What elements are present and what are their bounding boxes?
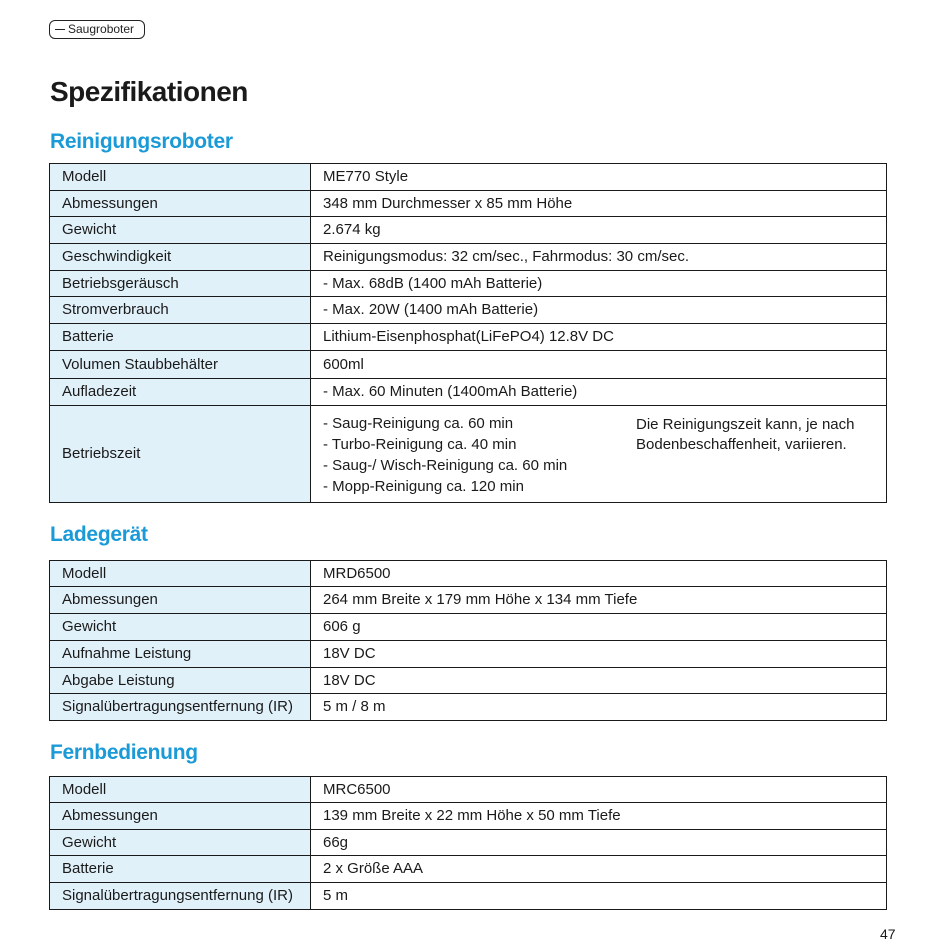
row-value: MRD6500 (311, 561, 887, 587)
row-value: ME770 Style (311, 164, 887, 191)
row-value: 348 mm Durchmesser x 85 mm Höhe (311, 191, 887, 217)
row-label: Batterie (50, 856, 311, 883)
robot-spec-table (49, 163, 887, 503)
operating-time-note: Die Reinigungszeit kann, je nach Bodenbeschaffenheit, variieren. (636, 415, 855, 453)
row-label: Gewicht (50, 830, 311, 856)
row-label: Signalübertragungsentfernung (IR) (50, 694, 311, 721)
table-row (50, 191, 887, 217)
table-row (50, 164, 887, 191)
page-number: 47 (880, 926, 896, 942)
row-value: 18V DC (311, 641, 887, 668)
table-row (50, 883, 887, 910)
row-value: 139 mm Breite x 22 mm Höhe x 50 mm Tiefe (311, 803, 887, 830)
list-item: - Saug-Reinigung ca. 60 min (323, 414, 514, 432)
list-item: - Turbo-Reinigung ca. 40 min (323, 435, 517, 453)
operating-time-content (323, 407, 886, 502)
list-item: - Saug-/ Wisch-Reinigung ca. 60 min (323, 456, 568, 474)
chapter-tag-label: Saugroboter (68, 22, 135, 36)
charger-spec-table (49, 560, 887, 721)
table-row (50, 244, 887, 271)
row-value: Reinigungsmodus: 32 cm/sec., Fahrmodus: 30 cm/sec. (311, 244, 887, 271)
table-row (50, 561, 887, 587)
row-label: Abgabe Leistung (50, 668, 311, 694)
table-row (50, 324, 887, 351)
row-label: Gewicht (50, 217, 311, 244)
row-value: 2 x Größe AAA (311, 856, 887, 883)
operating-time-cell (311, 406, 887, 503)
row-value: 66g (311, 830, 887, 856)
row-label: Signalübertragungsentfernung (IR) (50, 883, 311, 910)
row-value: 2.674 kg (311, 217, 887, 244)
table-row (50, 803, 887, 830)
row-value: 5 m / 8 m (311, 694, 887, 721)
row-label: Abmessungen (50, 587, 311, 614)
section-title-robot: Reinigungsroboter (50, 130, 233, 153)
section-title-remote: Fernbedienung (50, 741, 198, 764)
table-row (50, 856, 887, 883)
table-row (50, 614, 887, 641)
table-row (50, 694, 887, 721)
row-label: Aufnahme Leistung (50, 641, 311, 668)
row-label: Volumen Staubbehälter (50, 351, 311, 379)
row-label: Abmessungen (50, 803, 311, 830)
table-row (50, 271, 887, 297)
row-label: Modell (50, 561, 311, 587)
table-row (50, 297, 887, 324)
row-label: Abmessungen (50, 191, 311, 217)
remote-spec-table (49, 776, 887, 910)
row-value: 5 m (311, 883, 887, 910)
table-row (50, 217, 887, 244)
row-value: - Max. 60 Minuten (1400mAh Batterie) (311, 379, 887, 406)
row-label: Modell (50, 777, 311, 803)
table-row (50, 406, 887, 503)
row-value: MRC6500 (311, 777, 887, 803)
table-row (50, 830, 887, 856)
table-row (50, 668, 887, 694)
table-row (50, 641, 887, 668)
row-label: Batterie (50, 324, 311, 351)
table-row (50, 587, 887, 614)
row-value: - Max. 20W (1400 mAh Batterie) (311, 297, 887, 324)
section-title-charger: Ladegerät (50, 523, 148, 546)
page-title: Spezifikationen (50, 76, 248, 107)
table-row (50, 351, 887, 379)
operating-time-list (323, 415, 567, 496)
list-item: - Mopp-Reinigung ca. 120 min (323, 477, 524, 495)
row-value: 264 mm Breite x 179 mm Höhe x 134 mm Tiefe (311, 587, 887, 614)
row-label: Gewicht (50, 614, 311, 641)
row-value: 18V DC (311, 668, 887, 694)
row-label: Modell (50, 164, 311, 191)
row-value: Lithium-Eisenphosphat(LiFePO4) 12.8V DC (311, 324, 887, 351)
table-row (50, 777, 887, 803)
row-label: Betriebsgeräusch (50, 271, 311, 297)
row-label: Geschwindigkeit (50, 244, 311, 271)
chapter-tag (49, 20, 145, 39)
table-row (50, 379, 887, 406)
row-value: - Max. 68dB (1400 mAh Batterie) (311, 271, 887, 297)
row-value: 606 g (311, 614, 887, 641)
tag-dash (55, 29, 65, 30)
row-label: Aufladezeit (50, 379, 311, 406)
row-label: Stromverbrauch (50, 297, 311, 324)
row-label: Betriebszeit (50, 406, 311, 503)
row-value: 600ml (311, 351, 887, 379)
